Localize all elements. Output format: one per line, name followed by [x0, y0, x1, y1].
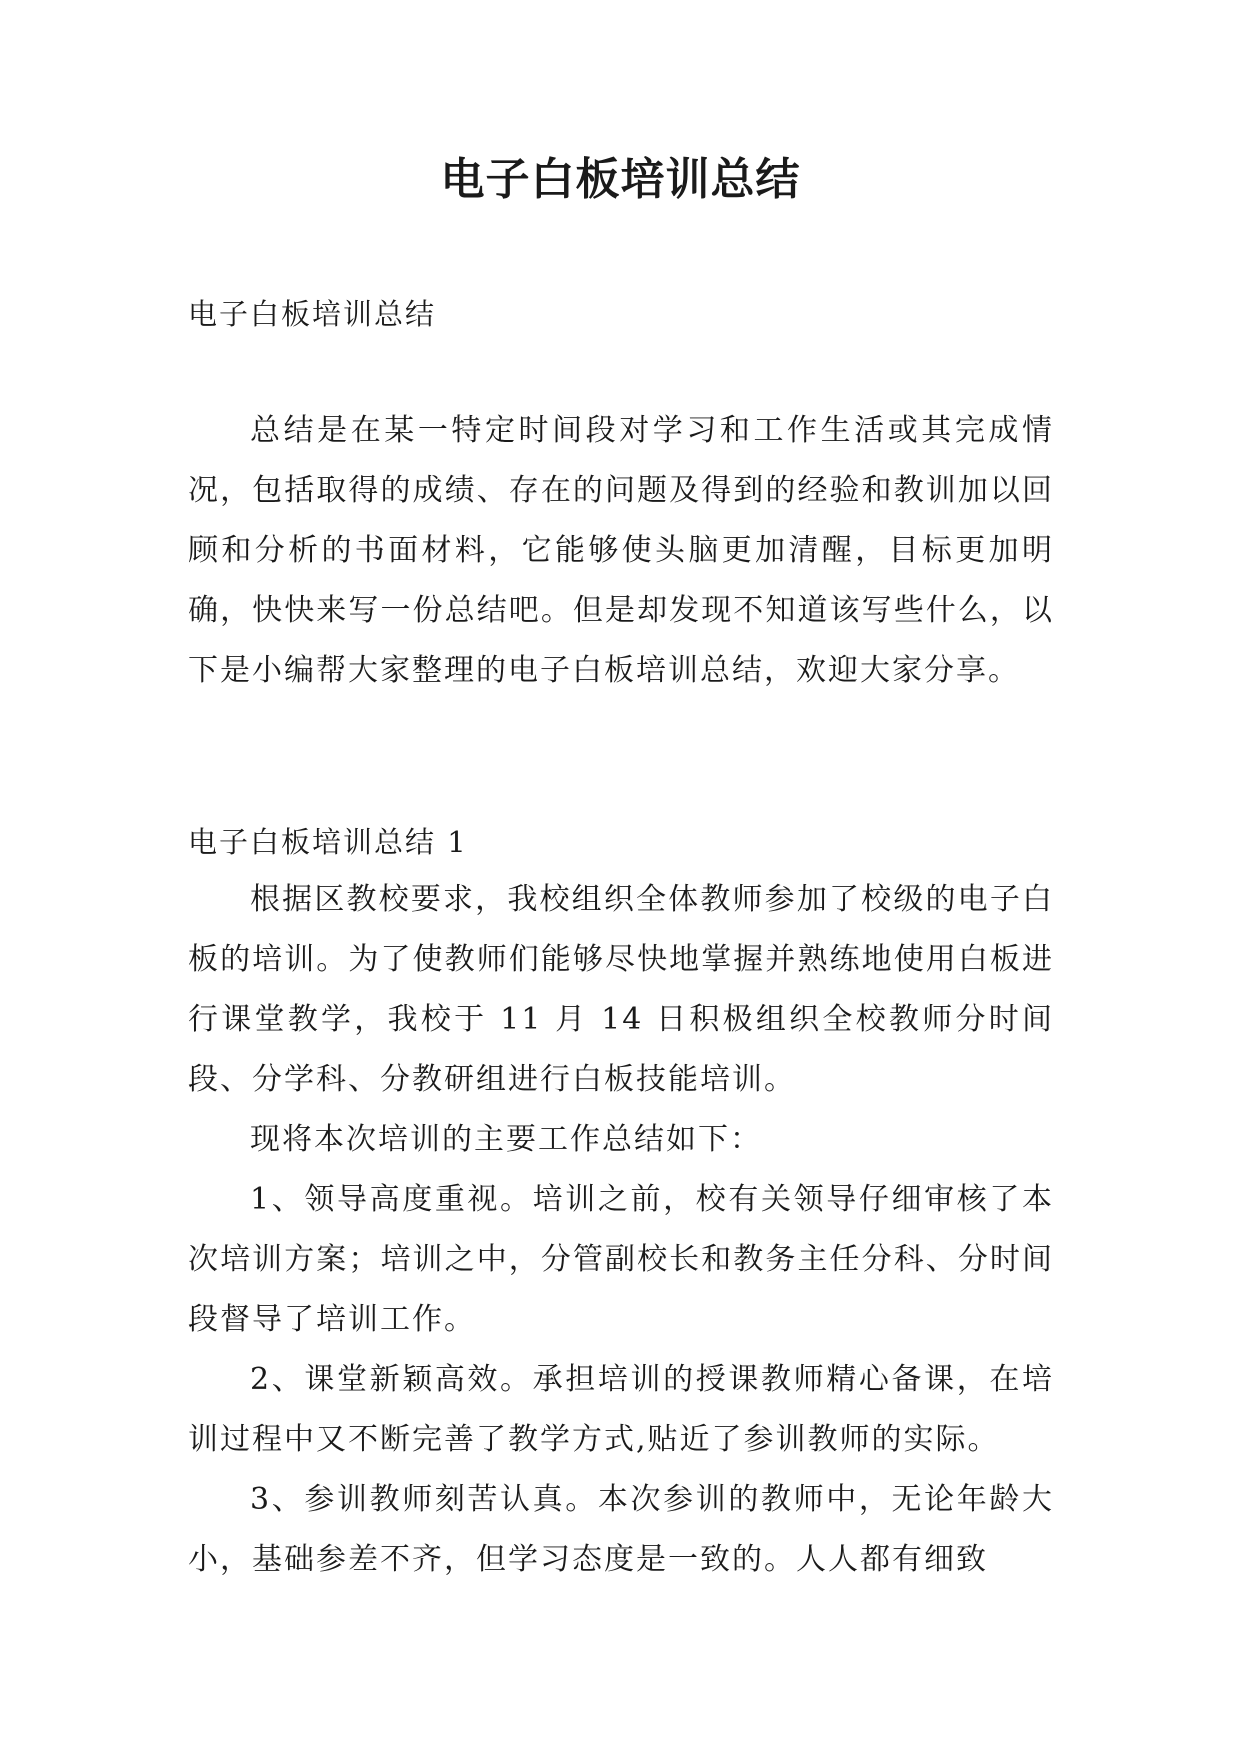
- paragraph: 1、领导高度重视。培训之前，校有关领导仔细审核了本次培训方案；培训之中，分管副校长和教务主任分科、分时间段督导了培训工作。: [188, 1182, 1054, 1337]
- document-title: 电子白板培训总结: [440, 154, 801, 205]
- intro-paragraph: 总结是在某一特定时间段对学习和工作生活或其完成情况，包括取得的成绩、存在的问题及得到的经验和教训加以回顾和分析的书面材料，它能够使头脑更加清醒，目标更加明确，快快来写一份总结吧。但是却发现不知道该写些什么，以下是小编帮大家整理的电子白板培训总结，欢迎大家分享。: [188, 413, 1054, 688]
- section-body: [188, 870, 1054, 1590]
- paragraph: 2、课堂新颖高效。承担培训的授课教师精心备课，在培训过程中又不断完善了教学方式,贴近了参训教师的实际。: [188, 1362, 1054, 1457]
- paragraph: 现将本次培训的主要工作总结如下：: [250, 1122, 762, 1157]
- document-subtitle: 电子白板培训总结: [188, 297, 437, 331]
- paragraph: 3、参训教师刻苦认真。本次参训的教师中，无论年龄大小，基础参差不齐，但学习态度是一致的。人人都有细致: [188, 1482, 1054, 1577]
- paragraph: 根据区教校要求，我校组织全体教师参加了校级的电子白板的培训。为了使教师们能够尽快地掌握并熟练地使用白板进行课堂教学，我校于 11 月 14 日积极组织全校教师分时间段、分学科、分教研组进行白板技能培训。: [188, 882, 1054, 1097]
- section-title: 电子白板培训总结 1: [188, 825, 468, 859]
